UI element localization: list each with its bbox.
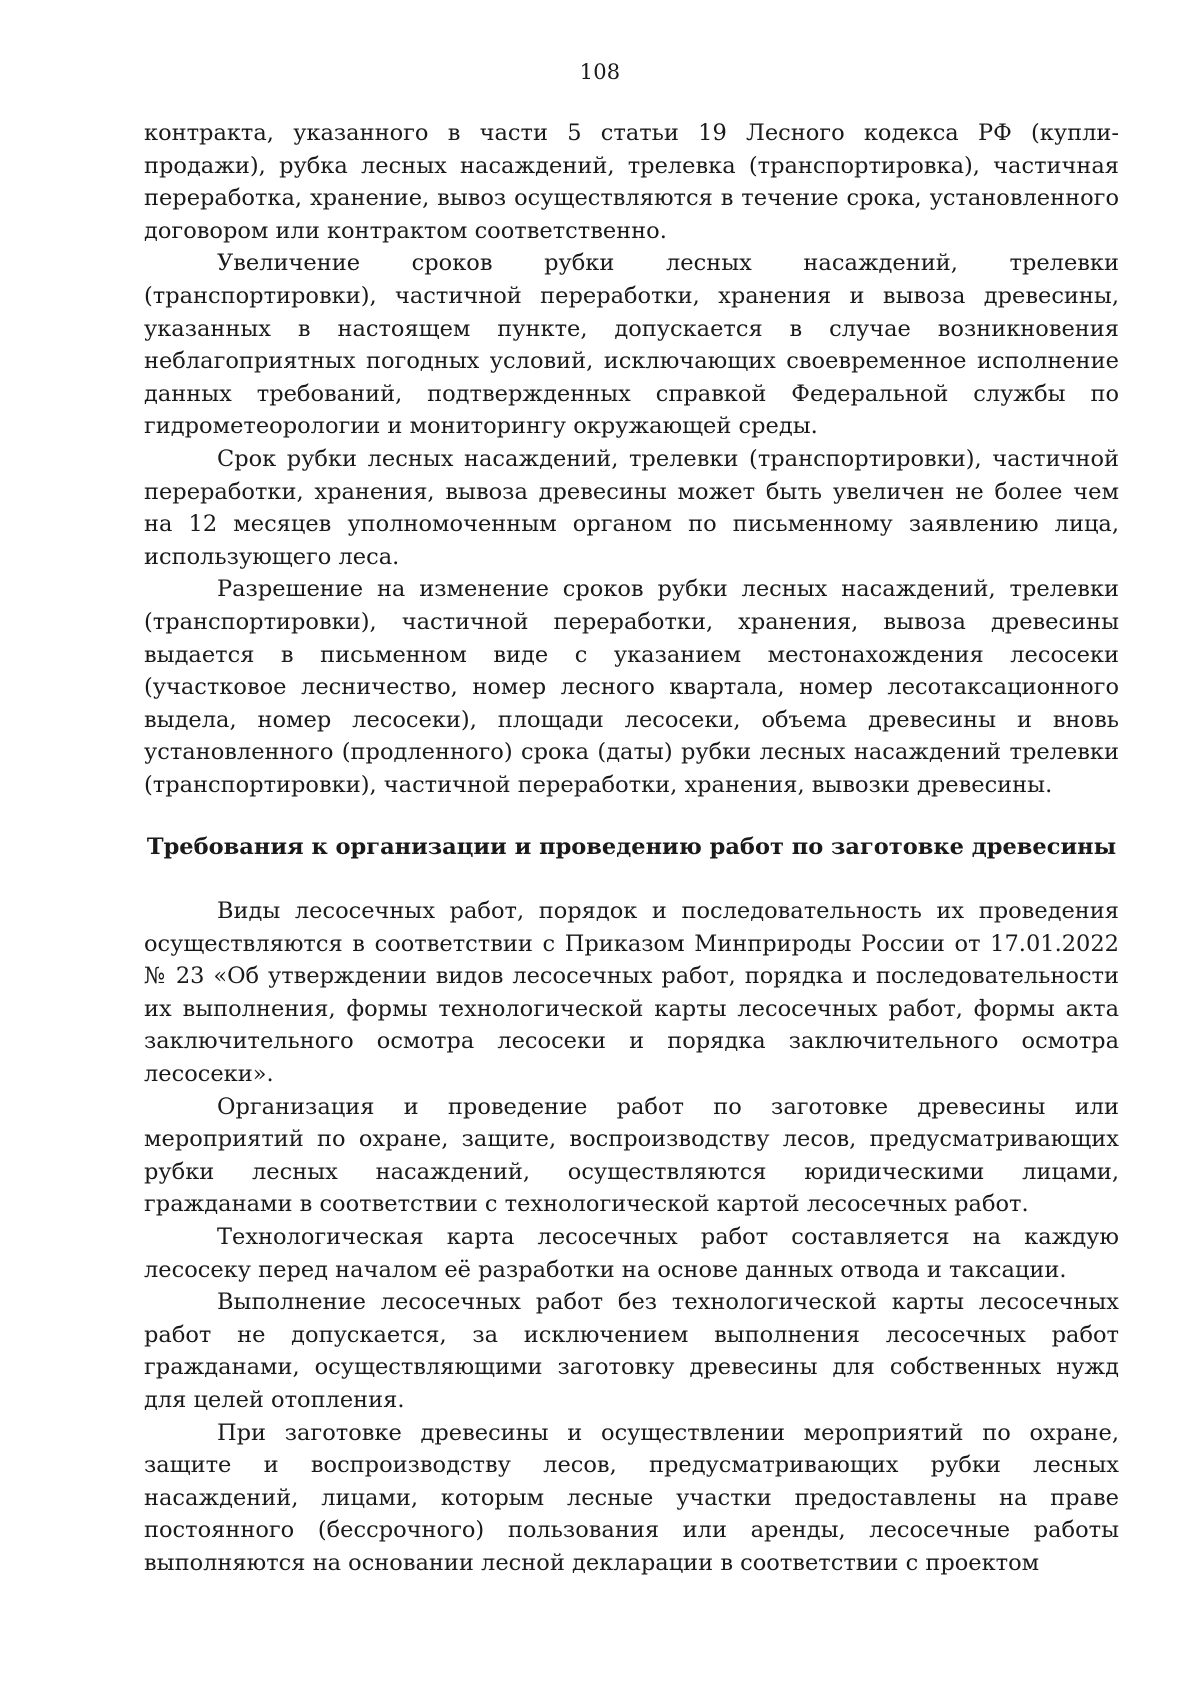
paragraph-continues-next-page: При заготовке древесины и осуществлении мероприятий по охране, защите и воспроизводству лесов, предусматривающих рубки лесных насаждений, лицами, которым лесные участки предоставлены на праве постоянного (бессрочного) пользования или аренды, лесосечные работы выполняются на основании лесной декларации в соответствии с проектом xyxy=(144,1419,1119,1576)
paragraph: Разрешение на изменение сроков рубки лесных насаждений, трелевки (транспортировки), частичной переработки, хранения, вывоза древесины выдается в письменном виде с указанием местонахождения лесосеки (участковое лесничество, номер лесного квартала, номер лесотаксационного выдела, номер лесосеки), площади лесосеки, объема древесины и вновь установленного (продленного) срока (даты) рубки лесных насаждений трелевки (транспортировки), частичной переработки, хранения, вывозки древесины. xyxy=(144,576,1119,798)
paragraph: Технологическая карта лесосечных работ составляется на каждую лесосеку перед началом её разработки на основе данных отвода и таксации. xyxy=(144,1224,1119,1283)
page-number: 108 xyxy=(579,60,621,84)
paragraph: Срок рубки лесных насаждений, трелевки (транспортировки), частичной переработки, хранения, вывоза древесины может быть увеличен не более чем на 12 месяцев уполномоченным органом по письменному заявлению лица, использующего леса. xyxy=(144,445,1119,570)
paragraph: Организация и проведение работ по заготовке древесины или мероприятий по охране, защите, воспроизводству лесов, предусматривающих рубки лесных насаждений, осуществляются юридическими лицами, гражданами в соответствии с технологической картой лесосечных работ. xyxy=(144,1093,1119,1218)
paragraph: Увеличение сроков рубки лесных насаждений, трелевки (транспортировки), частичной переработки, хранения и вывоза древесины, указанных в настоящем пункте, допускается в случае возникновения неблагоприятных погодных условий, исключающих своевременное исполнение данных требований, подтвержденных справкой Федеральной службы по гидрометеорологии и мониторингу окружающей среды. xyxy=(144,250,1119,440)
paragraph-continuation: контракта, указанного в части 5 статьи 19 Лесного кодекса РФ (купли-продажи), рубка лесных насаждений, трелевка (транспортировка), частичная переработка, хранение, вывоз осуществляются в течение срока, установленного договором или контрактом соответственно. xyxy=(144,120,1119,244)
paragraph: Виды лесосечных работ, порядок и последовательность их проведения осуществляются в соответствии с Приказом Минприроды России от 17.01.2022 № 23 «Об утверждении видов лесосечных работ, порядка и последовательности их выполнения, формы технологической карты лесосечных работ, формы акта заключительного осмотра лесосеки и порядка заключительного осмотра лесосеки». xyxy=(144,898,1119,1088)
section-heading: Требования к организации и проведению работ по заготовке древесины xyxy=(146,834,1117,861)
paragraph: Выполнение лесосечных работ без технологической карты лесосечных работ не допускается, за исключением выполнения лесосечных работ гражданами, осуществляющими заготовку древесины для собственных нужд для целей отопления. xyxy=(144,1289,1119,1413)
page-body xyxy=(144,117,1119,1580)
